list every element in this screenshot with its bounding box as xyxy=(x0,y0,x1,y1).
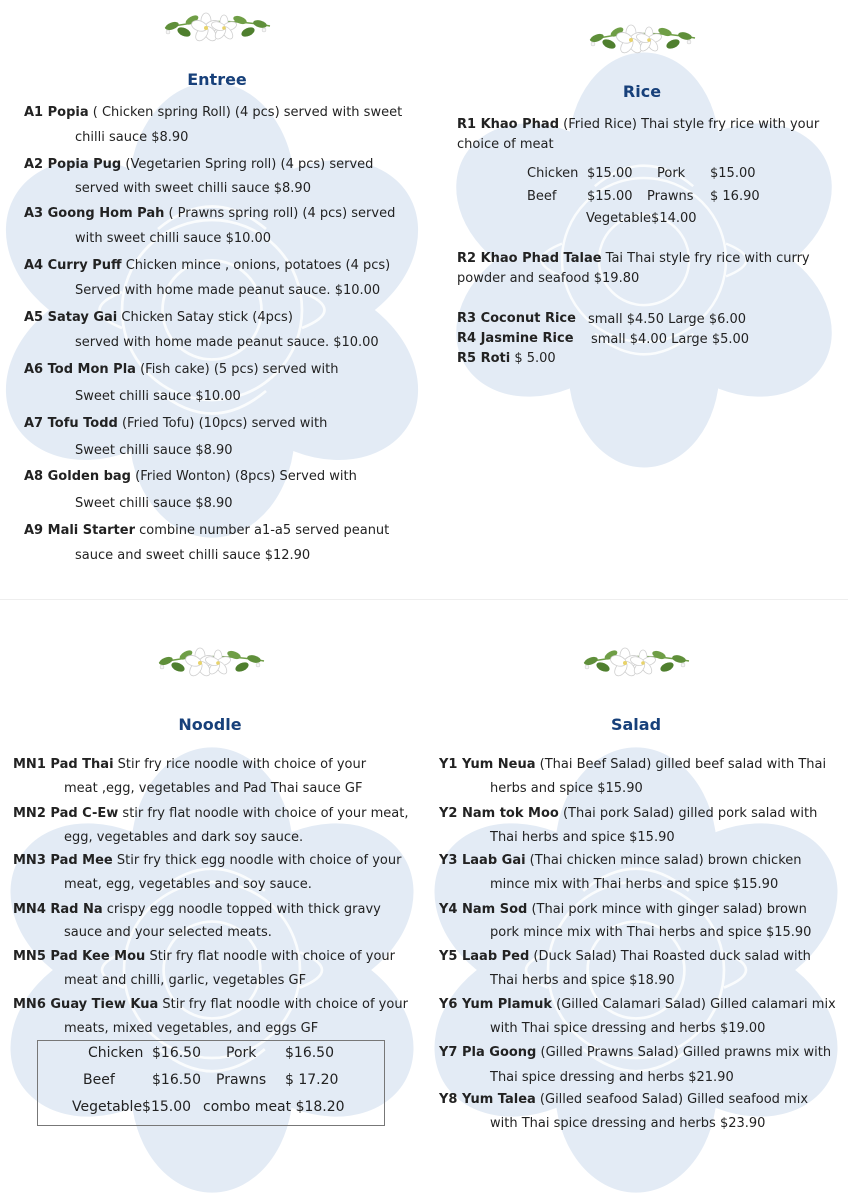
entree-title: Entree xyxy=(187,70,247,89)
menu-item-r3: R3 Coconut Rice xyxy=(457,311,576,326)
noodle-title: Noodle xyxy=(178,715,242,734)
rice-title: Rice xyxy=(622,82,662,101)
menu-item-r4: R4 Jasmine Rice xyxy=(457,331,574,346)
r4-prices: small $4.00 Large $5.00 xyxy=(591,332,750,347)
jasmine-sprig-icon xyxy=(579,647,693,679)
jasmine-sprig-icon xyxy=(160,12,274,44)
jasmine-sprig-icon xyxy=(585,24,699,56)
jasmine-sprig-icon xyxy=(154,647,268,679)
menu-item-r5: R5 Roti $ 5.00 xyxy=(457,351,556,366)
salad-title: Salad xyxy=(610,715,662,734)
r3-prices: small $4.50 Large $6.00 xyxy=(588,312,747,327)
section-divider xyxy=(0,599,848,600)
